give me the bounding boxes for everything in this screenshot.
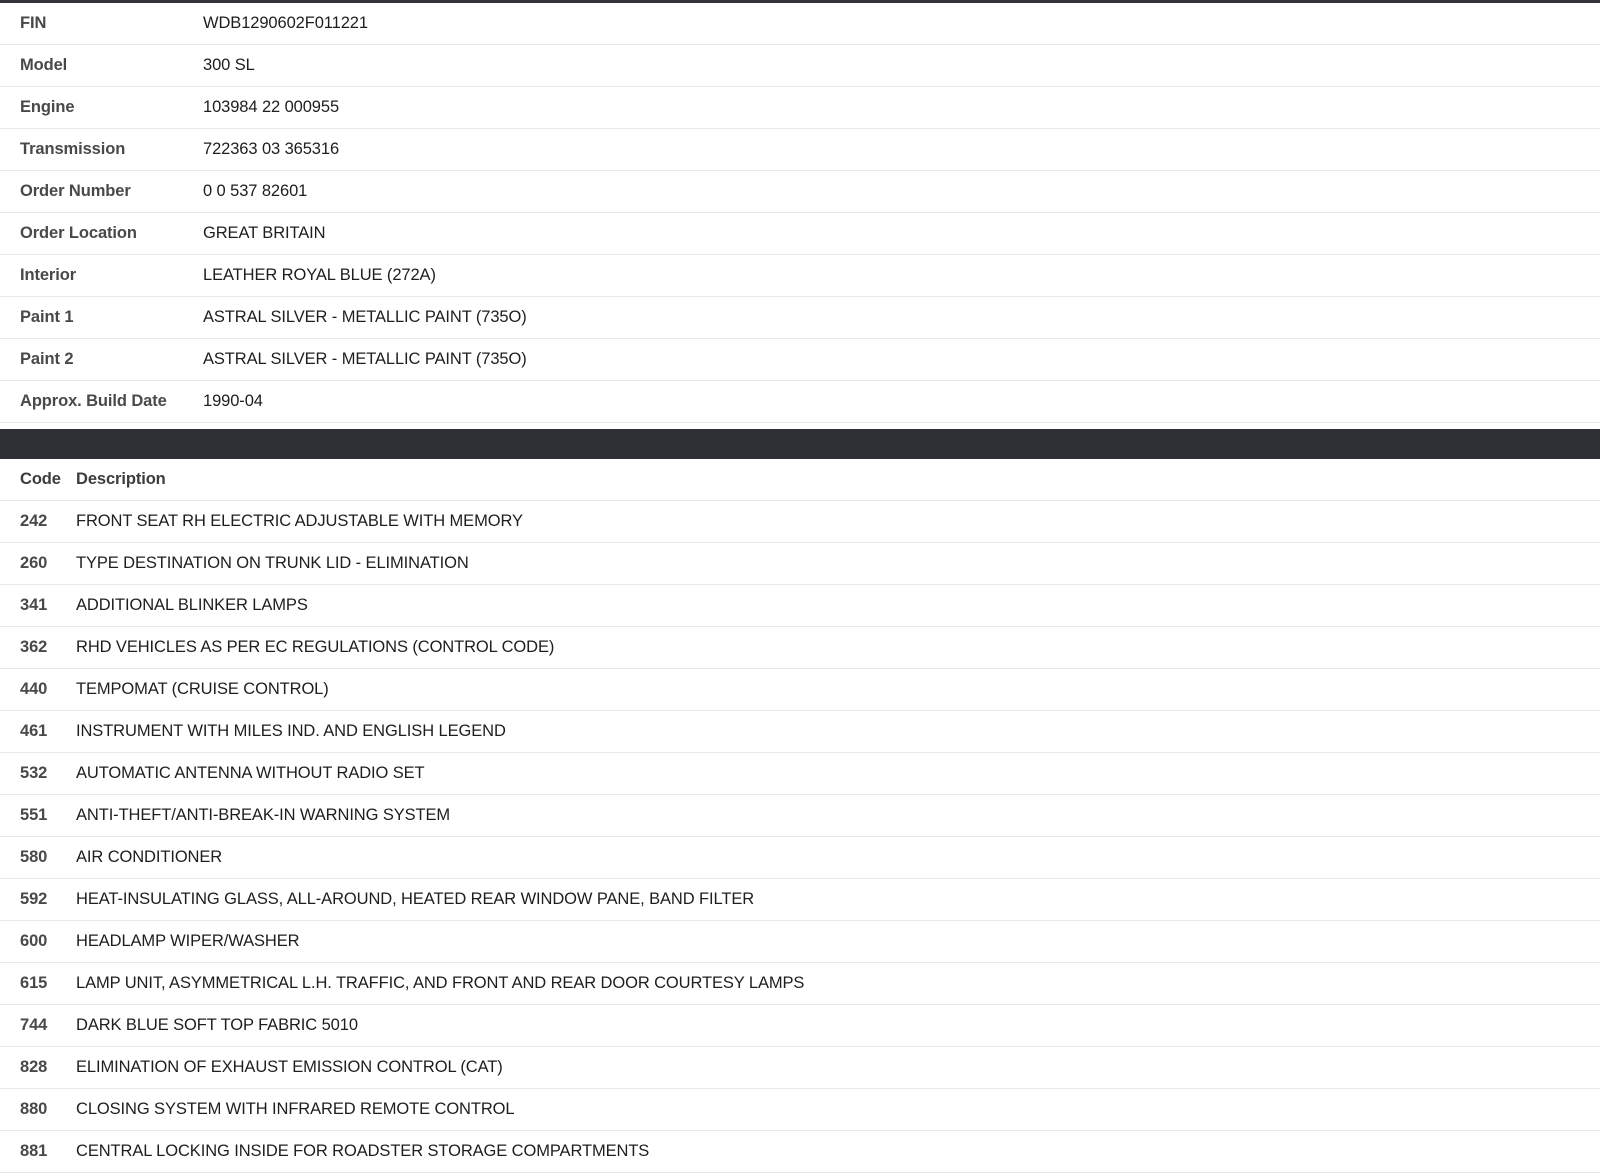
code-column-header: Code: [20, 470, 61, 488]
option-table-row: [0, 879, 1600, 921]
option-description: ANTI-THEFT/ANTI-BREAK-IN WARNING SYSTEM: [76, 806, 451, 824]
option-description: FRONT SEAT RH ELECTRIC ADJUSTABLE WITH MEMORY: [76, 512, 523, 530]
option-code: 744: [20, 1016, 48, 1034]
option-description: AIR CONDITIONER: [76, 848, 223, 866]
info-row-label: Paint 1: [20, 308, 74, 326]
info-table-row: [0, 381, 1600, 423]
option-description: TYPE DESTINATION ON TRUNK LID - ELIMINATION: [76, 554, 469, 572]
option-table-row: [0, 669, 1600, 711]
option-table-row: [0, 543, 1600, 585]
option-code: 600: [20, 932, 48, 950]
info-table-row: [0, 339, 1600, 381]
info-row-value: 300 SL: [203, 56, 255, 74]
info-row-value: GREAT BRITAIN: [203, 224, 326, 242]
option-table-row: [0, 1005, 1600, 1047]
option-code: 580: [20, 848, 48, 866]
section-divider-bar: [0, 429, 1600, 459]
option-table-row: [0, 921, 1600, 963]
info-table-row: [0, 255, 1600, 297]
option-description: CENTRAL LOCKING INSIDE FOR ROADSTER STORAGE COMPARTMENTS: [76, 1142, 650, 1160]
info-row-label: Engine: [20, 98, 75, 116]
option-code: 341: [20, 596, 48, 614]
option-table-row: [0, 627, 1600, 669]
option-code: 242: [20, 512, 48, 530]
info-row-label: Order Location: [20, 224, 137, 242]
option-code: 828: [20, 1058, 48, 1076]
option-table-row: [0, 795, 1600, 837]
info-table-row: [0, 129, 1600, 171]
option-table-row: [0, 711, 1600, 753]
info-row-label: FIN: [20, 14, 47, 32]
option-code: 880: [20, 1100, 48, 1118]
option-codes-table: [0, 459, 1600, 1173]
option-code: 881: [20, 1142, 48, 1160]
option-description: INSTRUMENT WITH MILES IND. AND ENGLISH LEGEND: [76, 722, 506, 740]
info-table-row: [0, 45, 1600, 87]
option-code: 551: [20, 806, 48, 824]
option-description: ELIMINATION OF EXHAUST EMISSION CONTROL (CAT): [76, 1058, 503, 1076]
option-code: 532: [20, 764, 48, 782]
option-code: 461: [20, 722, 48, 740]
option-description: CLOSING SYSTEM WITH INFRARED REMOTE CONTROL: [76, 1100, 515, 1118]
option-table-row: [0, 1047, 1600, 1089]
option-description: RHD VEHICLES AS PER EC REGULATIONS (CONTROL CODE): [76, 638, 555, 656]
info-table-row: [0, 87, 1600, 129]
info-table-row: [0, 213, 1600, 255]
option-table-row: [0, 501, 1600, 543]
options-rows-container: [0, 501, 1600, 1173]
option-table-row: [0, 1089, 1600, 1131]
info-row-label: Order Number: [20, 182, 131, 200]
info-row-value: ASTRAL SILVER - METALLIC PAINT (735O): [203, 308, 527, 326]
option-description: HEADLAMP WIPER/WASHER: [76, 932, 300, 950]
option-table-row: [0, 753, 1600, 795]
option-table-row: [0, 837, 1600, 879]
option-description: AUTOMATIC ANTENNA WITHOUT RADIO SET: [76, 764, 425, 782]
option-code: 362: [20, 638, 48, 656]
option-code: 592: [20, 890, 48, 908]
option-description: ADDITIONAL BLINKER LAMPS: [76, 596, 308, 614]
option-description: DARK BLUE SOFT TOP FABRIC 5010: [76, 1016, 358, 1034]
info-row-value: 1990-04: [203, 392, 263, 410]
info-row-label: Approx. Build Date: [20, 392, 167, 410]
option-code: 260: [20, 554, 48, 572]
info-row-value: 103984 22 000955: [203, 98, 340, 116]
option-code: 440: [20, 680, 48, 698]
info-table-row: [0, 171, 1600, 213]
info-row-label: Paint 2: [20, 350, 74, 368]
info-row-value: 722363 03 365316: [203, 140, 340, 158]
info-row-value: LEATHER ROYAL BLUE (272A): [203, 266, 436, 284]
info-row-label: Model: [20, 56, 68, 74]
option-description: HEAT-INSULATING GLASS, ALL-AROUND, HEATED REAR WINDOW PANE, BAND FILTER: [76, 890, 755, 908]
option-table-row: [0, 585, 1600, 627]
info-row-value: ASTRAL SILVER - METALLIC PAINT (735O): [203, 350, 527, 368]
info-row-label: Interior: [20, 266, 77, 284]
description-column-header: Description: [76, 470, 166, 488]
info-row-label: Transmission: [20, 140, 126, 158]
info-table-row: [0, 297, 1600, 339]
option-description: TEMPOMAT (CRUISE CONTROL): [76, 680, 329, 698]
option-code: 615: [20, 974, 48, 992]
options-header-row: [0, 459, 1600, 501]
info-row-value: WDB1290602F011221: [203, 14, 368, 32]
option-table-row: [0, 963, 1600, 1005]
info-row-value: 0 0 537 82601: [203, 182, 308, 200]
option-table-row: [0, 1131, 1600, 1173]
vehicle-info-table: [0, 3, 1600, 423]
info-table-row: [0, 3, 1600, 45]
option-description: LAMP UNIT, ASYMMETRICAL L.H. TRAFFIC, AND FRONT AND REAR DOOR COURTESY LAMPS: [76, 974, 805, 992]
